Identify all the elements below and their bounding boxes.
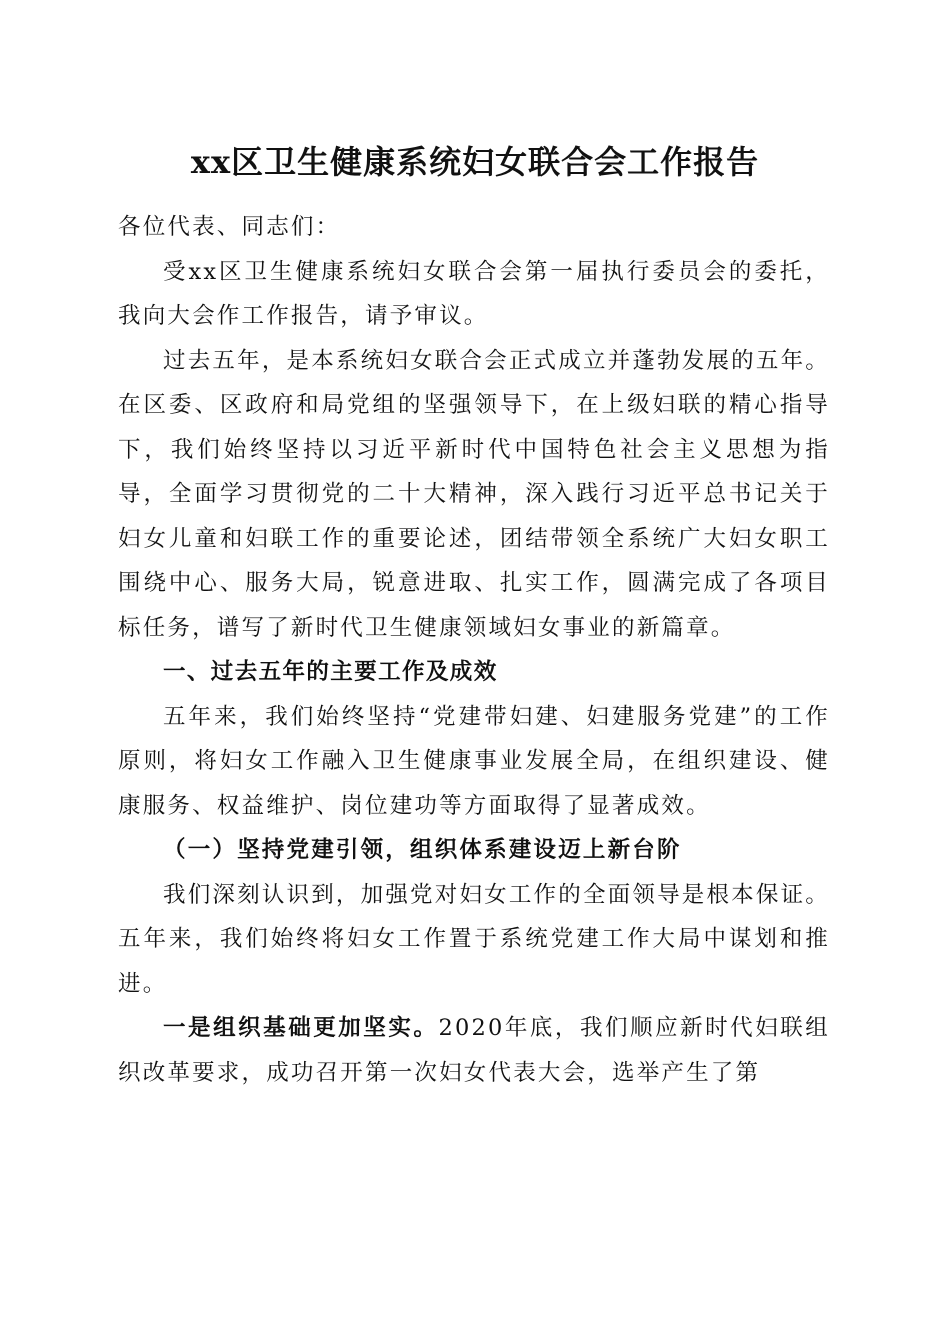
document-body	[118, 205, 830, 1095]
paragraph-intro: 受xx区卫生健康系统妇女联合会第一届执行委员会的委托，我向大会作工作报告，请予审议。	[118, 258, 830, 329]
paragraph-point-one	[118, 1006, 830, 1095]
paragraph-overview: 过去五年，是本系统妇女联合会正式成立并蓬勃发展的五年。在区委、区政府和局党组的坚强领导下，在上级妇联的精心指导下，我们始终坚持以习近平新时代中国特色社会主义思想为指导，全面学习贯彻党的二十大精神，深入践行习近平总书记关于妇女儿童和妇联工作的重要论述，团结带领全系统广大妇女职工围绕中心、服务大局，锐意进取、扎实工作，圆满完成了各项目标任务，谱写了新时代卫生健康领域妇女事业的新篇章。	[118, 347, 830, 641]
point-lead: 一是组织基础更加坚实。	[163, 1015, 439, 1041]
document-title: xx区卫生健康系统妇女联合会工作报告	[190, 143, 760, 181]
point-body: 2020年底，我们顺应新时代妇联组织改革要求，成功召开第一次妇女代表大会，选举产生了第	[118, 1015, 830, 1086]
paragraph-subsection-body: 我们深刻认识到，加强党对妇女工作的全面领导是根本保证。五年来，我们始终将妇女工作置于系统党建工作大局中谋划和推进。	[118, 881, 830, 997]
paragraph-section-body: 五年来，我们始终坚持“党建带妇建、妇建服务党建”的工作原则，将妇女工作融入卫生健康事业发展全局，在组织建设、健康服务、权益维护、岗位建功等方面取得了显著成效。	[118, 703, 830, 819]
section-heading: 一、过去五年的主要工作及成效	[163, 659, 498, 685]
salutation: 各位代表、同志们：	[118, 214, 341, 240]
subsection-heading: （一）坚持党建引领，组织体系建设迈上新台阶	[163, 837, 682, 863]
